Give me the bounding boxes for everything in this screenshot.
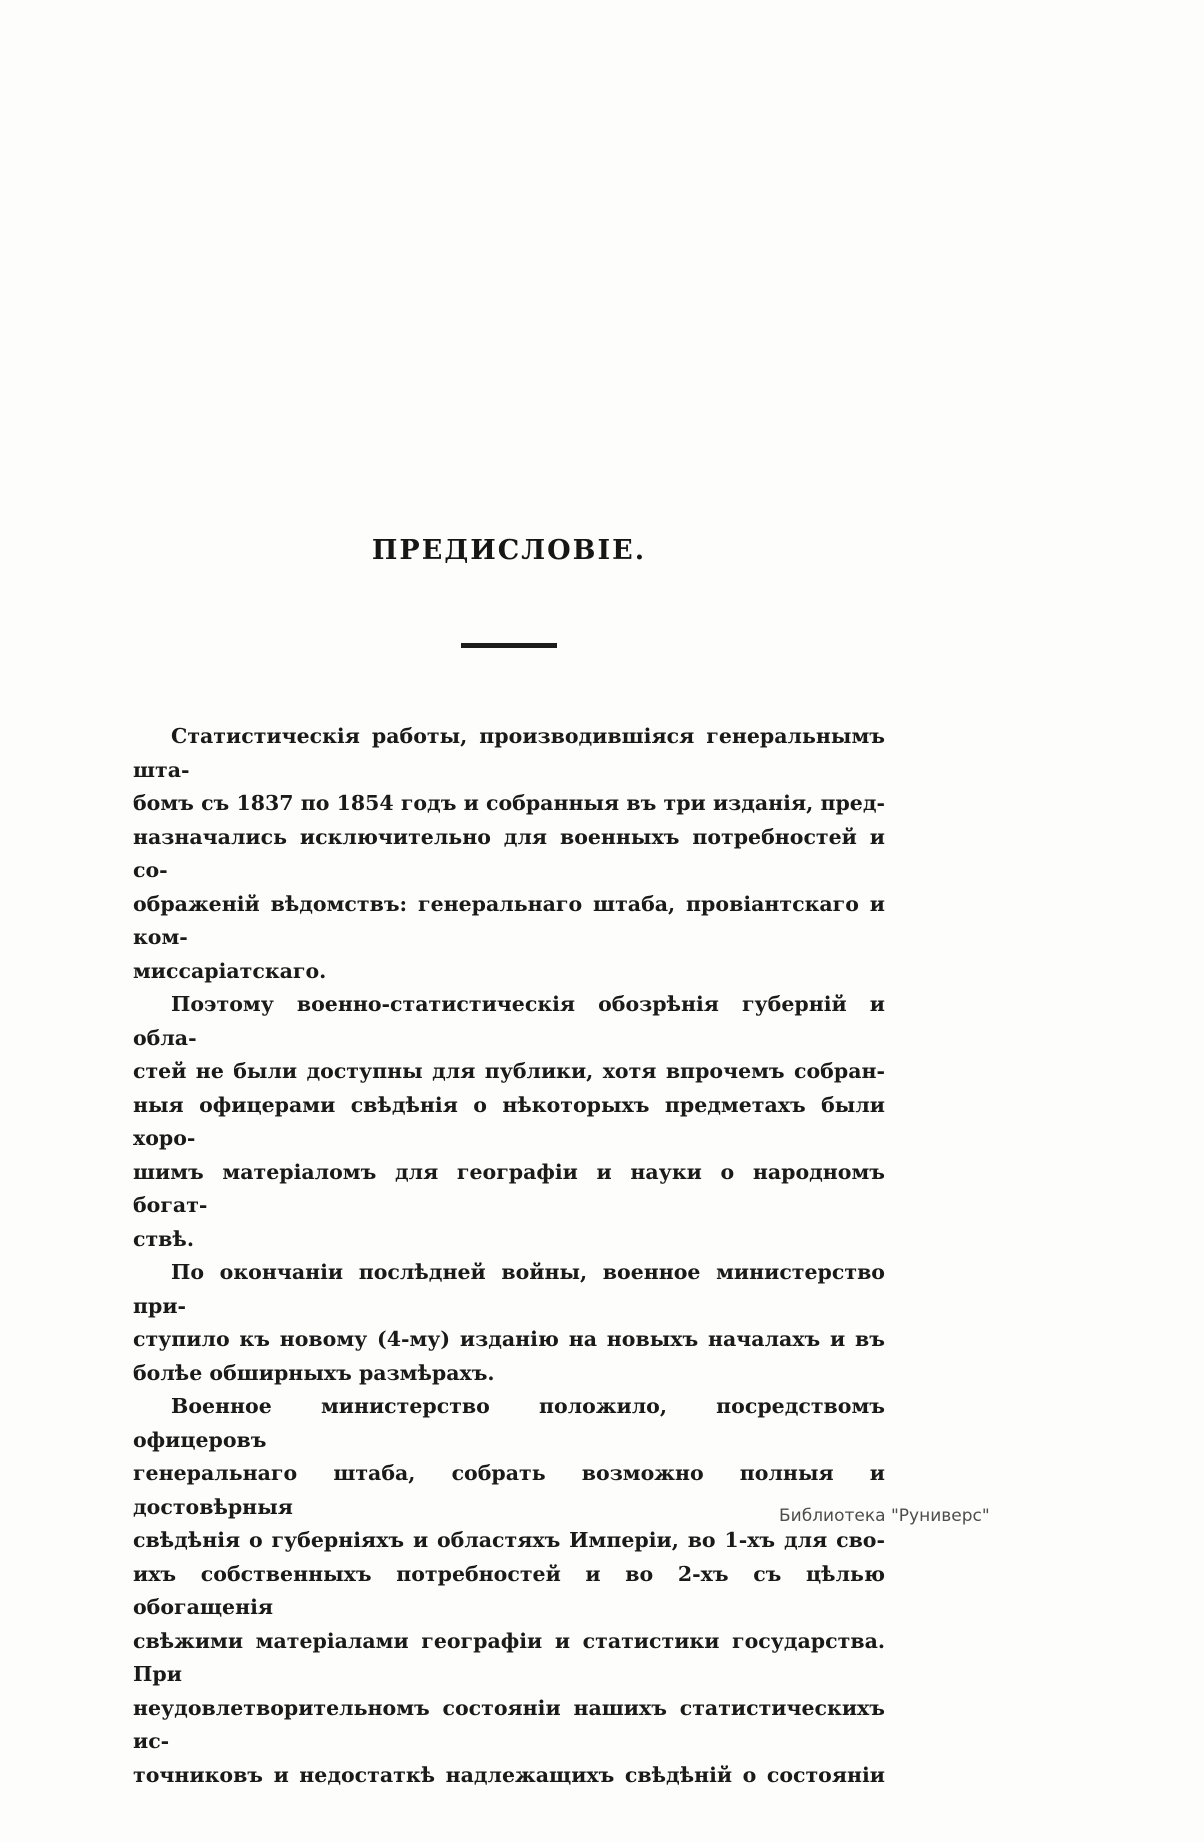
text-line: Поэтому военно-статистическія обозрѣнія губерній и обла- [133,992,885,1050]
text-line: свѣдѣнія о губерніяхъ и областяхъ Имперіи, во 1-хъ для сво- [133,1528,885,1552]
text-line: ствѣ. [133,1226,194,1251]
text-line: Статистическія работы, производившіяся генеральнымъ шта- [133,724,885,782]
text-line: генеральнаго штаба, собрать возможно полныя и достовѣрныя [133,1461,885,1519]
paragraph [133,1390,885,1792]
library-watermark: Библиотека "Руниверс" [779,1506,990,1526]
scanned-book-page [133,0,885,1792]
text-line: ображеній вѣдомствъ: генеральнаго штаба, провіантскаго и ком- [133,891,885,949]
text-line: ихъ собственныхъ потребностей и во 2-хъ съ цѣлью обогащенія [133,1561,885,1619]
text-line: неудовлетворительномъ состояніи нашихъ статистическихъ ис- [133,1695,885,1753]
title-divider [461,643,557,648]
text-line: свѣжими матеріалами географіи и статистики государства. При [133,1628,885,1686]
page-body [133,720,885,1792]
paragraph [133,988,885,1256]
text-line: миссаріатскаго. [133,958,327,983]
text-line: ныя офицерами свѣдѣнія о нѣкоторыхъ предметахъ были хоро- [133,1092,885,1150]
text-line: назначались исключительно для военныхъ потребностей и со- [133,824,885,882]
text-line: Военное министерство положило, посредствомъ офицеровъ [133,1394,885,1452]
page-title: ПРЕДИСЛОВІЕ. [371,535,647,566]
text-line: По окончаніи послѣдней войны, военное министерство при- [133,1260,885,1318]
text-line: болѣе обширныхъ размѣрахъ. [133,1360,495,1385]
paragraph [133,1256,885,1390]
text-line: шимъ матеріаломъ для географіи и науки о народномъ богат- [133,1159,885,1217]
text-line: стей не были доступны для публики, хотя впрочемъ собран- [133,1059,885,1083]
paragraph [133,720,885,988]
text-line: ступило къ новому (4-му) изданію на новыхъ началахъ и въ [133,1327,885,1351]
text-line: бомъ съ 1837 по 1854 годъ и собранныя въ три изданія, пред- [133,791,885,815]
text-line: точниковъ и недостаткѣ надлежащихъ свѣдѣній о состояніи [133,1762,885,1787]
